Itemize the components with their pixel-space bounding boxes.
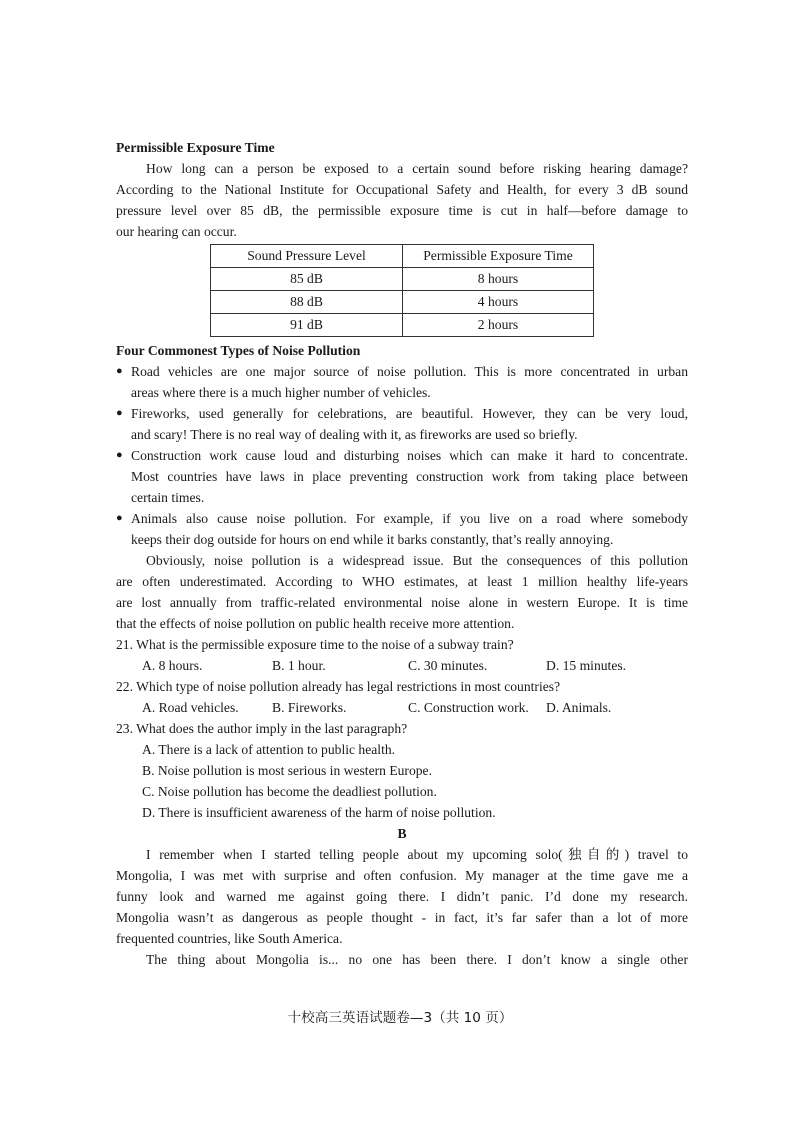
table-row xyxy=(211,291,594,314)
paragraph-line: are lost annually from traffic-related environmental noise alone in western Europe. It is time xyxy=(116,595,688,610)
option-d: D. There is insufficient awareness of the harm of noise pollution. xyxy=(142,805,496,820)
section-heading-exposure: Permissible Exposure Time xyxy=(116,140,275,155)
bullet-item: ● Road vehicles are one major source of noise pollution. This is more concentrated in urban xyxy=(116,361,688,382)
paragraph-line: pressure level over 85 dB, the permissible exposure time is cut in half—before damage to xyxy=(116,203,688,218)
bullet-item: ● Fireworks, used generally for celebrations, are beautiful. However, they can be very loud, xyxy=(116,403,688,424)
paragraph-line: The thing about Mongolia is... no one has been there. I don’t know a single other xyxy=(146,952,688,967)
option-b: B. Fireworks. xyxy=(272,700,347,715)
paragraph-line: are often underestimated. According to WHO estimates, at least 1 million healthy life-years xyxy=(116,574,688,589)
bullet-icon: ● xyxy=(116,407,123,419)
table-cell: 8 hours xyxy=(403,268,594,291)
option-a: A. 8 hours. xyxy=(142,658,203,673)
part-b-label: B xyxy=(397,826,407,841)
option-b: B. 1 hour. xyxy=(272,658,326,673)
bullet-continuation: areas where there is a much higher number of vehicles. xyxy=(131,385,431,400)
question-stem-23: 23. What does the author imply in the last paragraph? xyxy=(116,721,408,736)
paragraph-line: How long can a person be exposed to a certain sound before risking hearing damage? xyxy=(146,161,688,176)
option-c: C. 30 minutes. xyxy=(408,658,488,673)
table-cell: 2 hours xyxy=(403,314,594,337)
option-c: C. Construction work. xyxy=(408,700,529,715)
bullet-continuation: keeps their dog outside for hours on end while it barks constantly, that’s really annoying. xyxy=(131,532,614,547)
bullet-item: ● Animals also cause noise pollution. For example, if you live on a road where somebody xyxy=(116,508,688,529)
table-cell: 85 dB xyxy=(211,268,403,291)
question-stem-22: 22. Which type of noise pollution already has legal restrictions in most countries? xyxy=(116,679,561,694)
exposure-table xyxy=(210,244,594,337)
bullet-item: ● Construction work cause loud and disturbing noises which can make it hard to concentrate. xyxy=(116,445,688,466)
paragraph-line: Mongolia wasn’t as dangerous as people thought - in fact, it’s far safer than a lot of more xyxy=(116,910,688,925)
bullet-icon: ● xyxy=(116,512,123,524)
option-c: C. Noise pollution has become the deadliest pollution. xyxy=(142,784,437,799)
page-footer: 十校高三英语试题卷—3（共 10 页） xyxy=(287,1010,513,1026)
bullet-icon: ● xyxy=(116,449,123,461)
question-options-21 xyxy=(116,655,688,676)
question-stem-21: 21. What is the permissible exposure time to the noise of a subway train? xyxy=(116,637,514,652)
option-d: D. Animals. xyxy=(546,700,612,715)
bullet-icon: ● xyxy=(116,365,123,377)
table-header-row xyxy=(211,245,594,268)
paragraph-line: frequented countries, like South America. xyxy=(116,931,343,946)
table-header-cell: Permissible Exposure Time xyxy=(403,245,594,268)
table-cell: 88 dB xyxy=(211,291,403,314)
option-a: A. There is a lack of attention to public health. xyxy=(142,742,396,757)
paragraph-line: Obviously, noise pollution is a widespread issue. But the consequences of this pollution xyxy=(146,553,688,568)
table-cell: 91 dB xyxy=(211,314,403,337)
table-header-cell: Sound Pressure Level xyxy=(211,245,403,268)
exam-page xyxy=(116,137,688,970)
table-cell: 4 hours xyxy=(403,291,594,314)
paragraph-line: According to the National Institute for Occupational Safety and Health, for every 3 dB sound xyxy=(116,182,688,197)
paragraph-line: that the effects of noise pollution on public health receive more attention. xyxy=(116,616,515,631)
table-row xyxy=(211,268,594,291)
option-d: D. 15 minutes. xyxy=(546,658,627,673)
paragraph-line: our hearing can occur. xyxy=(116,224,237,239)
bullet-continuation: and scary! There is no real way of dealing with it, as fireworks are used so briefly. xyxy=(131,427,578,442)
paragraph-line: I remember when I started telling people about my upcoming solo(独自的) travel to xyxy=(146,847,688,862)
option-a: A. Road vehicles. xyxy=(142,700,239,715)
bullet-continuation: certain times. xyxy=(131,490,205,505)
bullet-continuation: Most countries have laws in place preventing construction work from taking place between xyxy=(131,469,688,484)
section-heading-noise-types: Four Commonest Types of Noise Pollution xyxy=(116,343,361,358)
paragraph-line: funny look and warned me against going there. I didn’t panic. I’d done my research. xyxy=(116,889,688,904)
option-b: B. Noise pollution is most serious in western Europe. xyxy=(142,763,432,778)
paragraph-line: Mongolia, I was met with surprise and often confusion. My manager at the time gave me a xyxy=(116,868,688,883)
question-options-22 xyxy=(116,697,688,718)
table-row xyxy=(211,314,594,337)
